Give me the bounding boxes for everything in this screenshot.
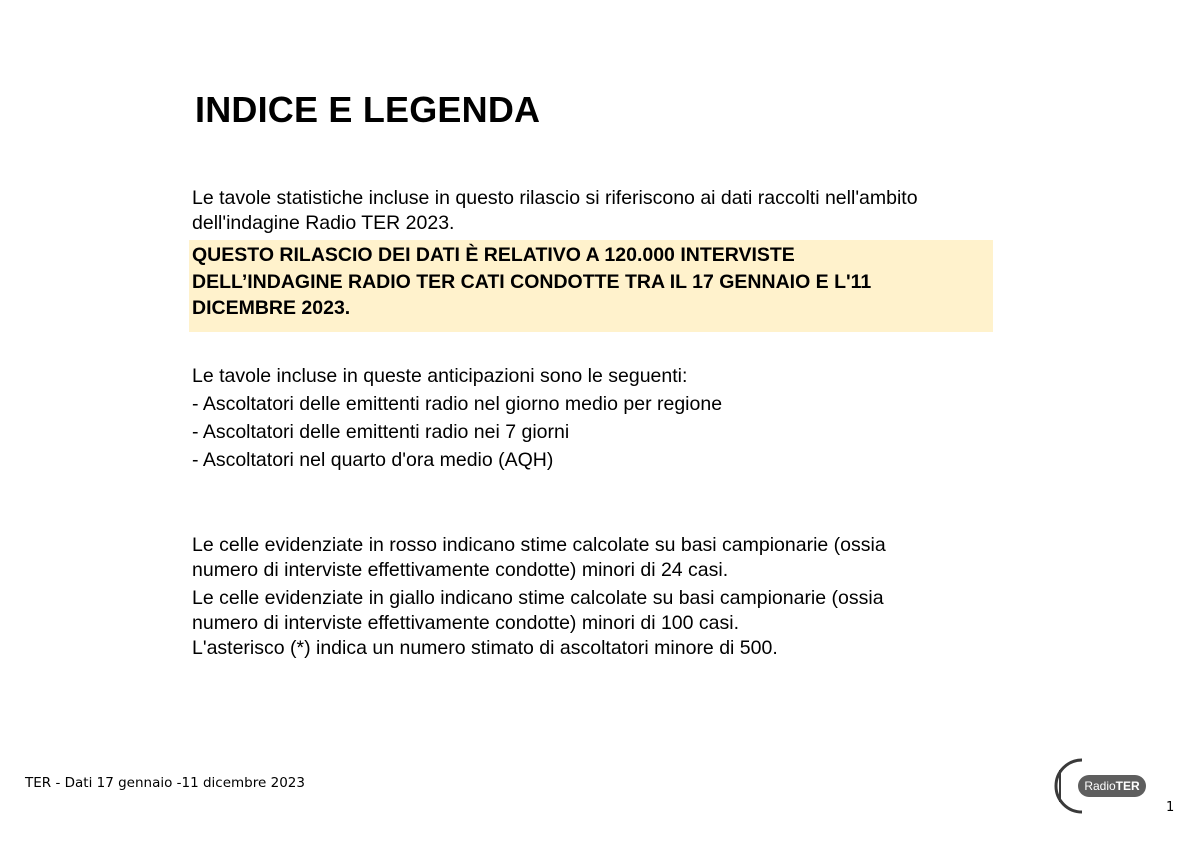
tables-list — [192, 362, 722, 474]
legend-yellow-line: numero di interviste effettivamente condotte) minori di 100 casi. — [192, 612, 739, 634]
list-item: - Ascoltatori delle emittenti radio nei 7 giorni — [192, 421, 570, 443]
logo-pill — [1078, 775, 1146, 797]
legend-yellow-line: Le celle evidenziate in giallo indicano stime calcolate su basi campionarie (ossia — [192, 587, 884, 609]
radioter-logo — [1052, 756, 1152, 816]
legend-asterisk-line: L'asterisco (*) indica un numero stimato di ascoltatori minore di 500. — [192, 637, 778, 659]
list-item: - Ascoltatori nel quarto d'ora medio (AQH) — [192, 449, 554, 471]
highlight-notice — [192, 242, 871, 322]
legend-red-line: Le celle evidenziate in rosso indicano stime calcolate su basi campionarie (ossia — [192, 534, 886, 556]
list-item: - Ascoltatori delle emittenti radio nel giorno medio per regione — [192, 393, 723, 415]
highlight-line: DELL’INDAGINE RADIO TER CATI CONDOTTE TRA IL 17 GENNAIO E L'11 — [192, 270, 872, 293]
logo-text-bold: TER — [1115, 779, 1140, 793]
page-title: INDICE E LEGENDA — [195, 89, 541, 130]
intro-line: dell'indagine Radio TER 2023. — [192, 212, 455, 234]
logo-text-regular: Radio — [1084, 779, 1116, 793]
page-number: 1 — [1166, 800, 1175, 815]
highlight-line: DICEMBRE 2023. — [192, 297, 351, 319]
legend-red-line: numero di interviste effettivamente condotte) minori di 24 casi. — [192, 559, 729, 581]
legend-section — [192, 533, 886, 661]
intro-paragraph — [192, 186, 918, 236]
tables-heading: Le tavole incluse in queste anticipazioni sono le seguenti: — [192, 365, 688, 387]
highlight-line: QUESTO RILASCIO DEI DATI È RELATIVO A 120.000 INTERVISTE — [192, 244, 795, 266]
intro-line: Le tavole statistiche incluse in questo rilascio si riferiscono ai dati raccolti nell'ambito — [192, 187, 918, 209]
footer-caption: TER - Dati 17 gennaio -11 dicembre 2023 — [25, 775, 305, 791]
